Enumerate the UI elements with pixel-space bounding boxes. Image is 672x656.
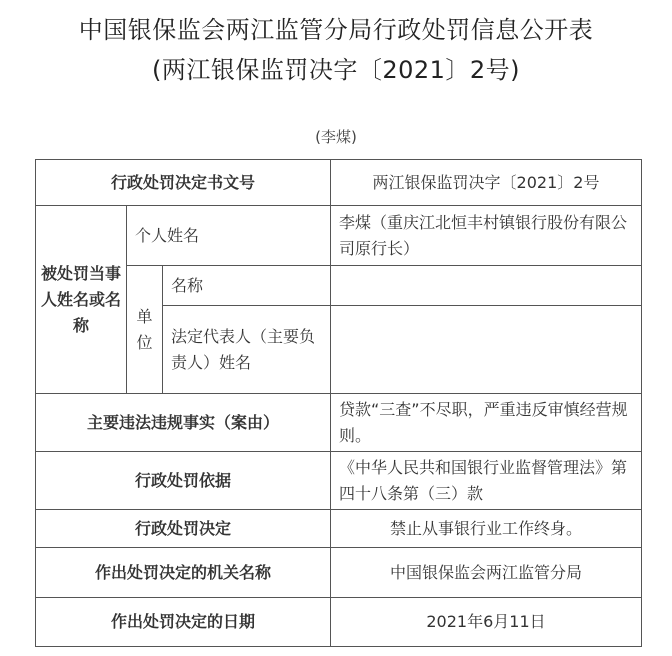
decision-value: 禁止从事银行业工作终身。 (331, 510, 642, 548)
basis-value: 《中华人民共和国银行业监督管理法》第四十八条第（三）款 (331, 452, 642, 510)
decision-label: 行政处罚决定 (36, 510, 331, 548)
facts-label: 主要违法违规事实（案由） (36, 394, 331, 452)
penalty-info-table (35, 159, 642, 647)
table-row (36, 394, 642, 452)
individual-value: 李煤（重庆江北恒丰村镇银行股份有限公司原行长） (331, 206, 642, 266)
table-row (36, 598, 642, 647)
page-title: 中国银保监会两江监管分局行政处罚信息公开表 (78, 16, 594, 44)
table-row (36, 266, 642, 306)
table-row (36, 548, 642, 598)
unit-name-label: 名称 (163, 266, 331, 306)
document-number-title: (两江银保监罚决字〔2021〕2号) (151, 56, 521, 84)
authority-label: 作出处罚决定的机关名称 (36, 548, 331, 598)
doc-no-value: 两江银保监罚决字〔2021〕2号 (331, 160, 642, 206)
doc-no-label: 行政处罚决定书文号 (36, 160, 331, 206)
facts-value: 贷款“三查”不尽职，严重违反审慎经营规则。 (331, 394, 642, 452)
table-row (36, 510, 642, 548)
basis-label: 行政处罚依据 (36, 452, 331, 510)
authority-value: 中国银保监会两江监管分局 (331, 548, 642, 598)
party-label: 被处罚当事人姓名或名称 (36, 206, 127, 394)
legal-rep-label: 法定代表人（主要负责人）姓名 (163, 306, 331, 394)
date-value: 2021年6月11日 (331, 598, 642, 647)
individual-label: 个人姓名 (127, 206, 331, 266)
party-subtitle: (李煤) (315, 128, 357, 146)
unit-name-value (331, 266, 642, 306)
date-label: 作出处罚决定的日期 (36, 598, 331, 647)
table-row (36, 206, 642, 266)
table-row (36, 160, 642, 206)
unit-label: 单位 (127, 266, 163, 394)
legal-rep-value (331, 306, 642, 394)
table-row (36, 452, 642, 510)
